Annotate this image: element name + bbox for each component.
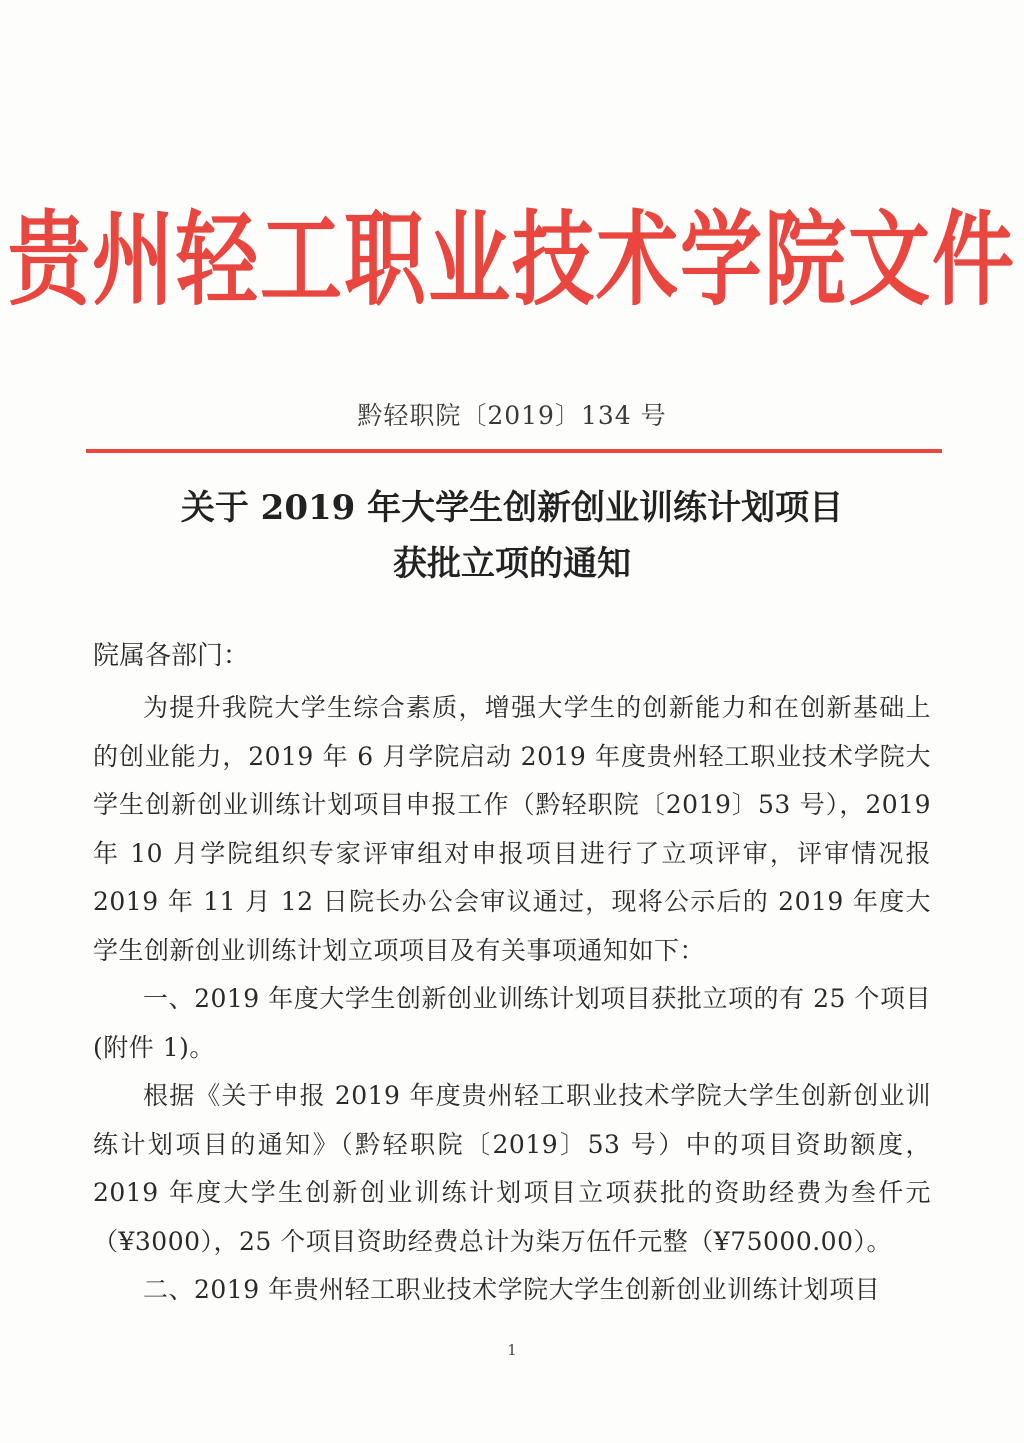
page-number: 1	[507, 1341, 517, 1359]
paragraph-item-2: 二、2019 年贵州轻工职业技术学院大学生创新创业训练计划项目	[143, 1275, 881, 1304]
document-number: 黔轻职院〔2019〕134 号	[357, 401, 667, 430]
body-text	[93, 684, 931, 1315]
notice-title	[0, 480, 1024, 592]
notice-title-line-1: 关于 2019 年大学生创新创业训练计划项目	[180, 488, 844, 528]
red-divider-rule	[86, 449, 942, 453]
notice-title-line-2: 获批立项的通知	[393, 544, 631, 584]
paragraph-item-1: 一、2019 年度大学生创新创业训练计划项目获批立项的有 25 个项目(附件 1)。	[93, 984, 931, 1062]
paragraph-intro: 为提升我院大学生综合素质，增强大学生的创新能力和在创新基础上的创业能力，2019 年 6 月学院启动 2019 年度贵州轻工职业技术学院大学生创新创业训练计划项目申报工作（黔轻职院〔2019〕53 号），2019 年 10 月学院组织专家评审组对申报项目进行了立项评审，评审情况报 2019 年 11 月 12 日院长办公会审议通过，现将公示后的 2019 年度大学生创新创业训练计划立项项目及有关事项通知如下：	[93, 693, 931, 965]
masthead-title: 贵州轻工职业技术学院文件	[7, 201, 1016, 320]
paragraph-funding: 根据《关于申报 2019 年度贵州轻工职业技术学院大学生创新创业训练计划项目的通知》（黔轻职院〔2019〕53 号）中的项目资助额度，2019 年度大学生创新创业训练计划项目立项获批的资助经费为叁仟元（¥3000），25 个项目资助经费总计为柒万伍仟元整（¥75000.00）。	[93, 1081, 931, 1256]
salutation: 院属各部门：	[93, 641, 250, 671]
